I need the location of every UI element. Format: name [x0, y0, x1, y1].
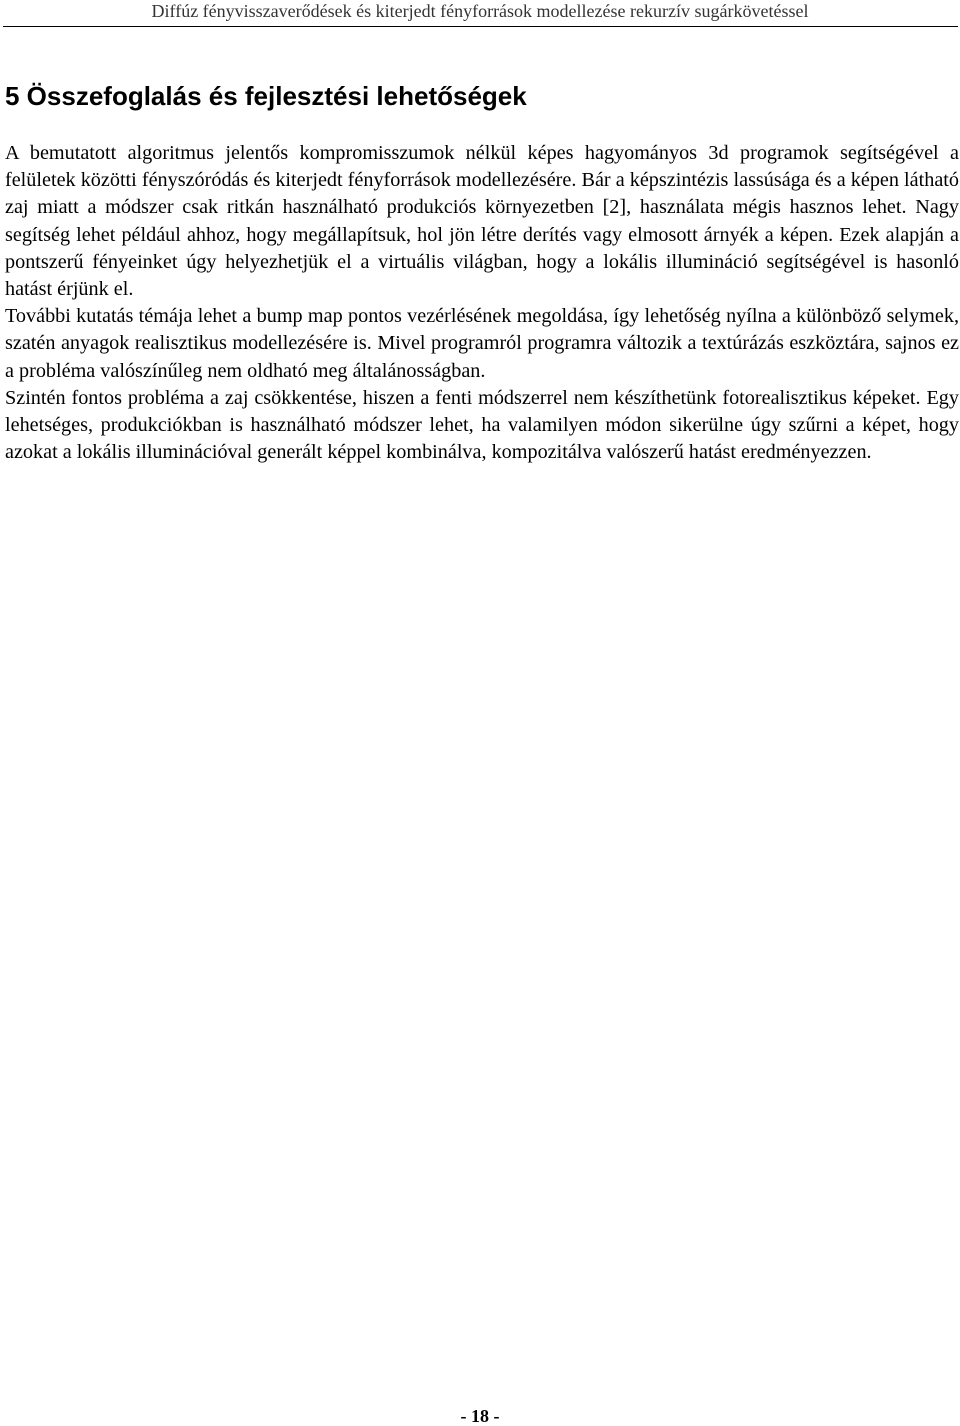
- paragraph-future-research: További kutatás témája lehet a bump map pontos vezérlésének megoldása, így lehetőség nyílna a különböző selymek, szatén anyagok realisztikus modellezésére is. Mivel programról programra változik a textúrázás eszköztára, sajnos ez a probléma valószínűleg nem oldható meg általánosságban.: [5, 305, 959, 382]
- running-header: Diffúz fényvisszaverődések és kiterjedt fényforrások modellezése rekurzív sugárkövetéssel: [151, 1, 809, 21]
- header-divider: [3, 26, 958, 27]
- paragraph-summary: A bemutatott algoritmus jelentős kompromisszumok nélkül képes hagyományos 3d programok segítségével a felületek közötti fényszóródás és kiterjedt fényforrások modellezésére. Bár a képszintézis lassúsága és a képen látható zaj miatt a módszer csak ritkán használható produkciós környezetben [2], használata mégis hasznos lehet. Nagy segítség lehet például ahhoz, hogy megállapítsuk, hol jön létre derítés vagy elmosott árnyék a képen. Ezek alapján a pontszerű fényeinket úgy helyezhetjük el a virtuális világban, hogy a lokális illumináció segítségével is hasonló hatást érjünk el.: [5, 142, 959, 301]
- body-text: [5, 140, 959, 466]
- section-title: 5 Összefoglalás és fejlesztési lehetőségek: [5, 81, 527, 111]
- paragraph-noise-reduction: Szintén fontos probléma a zaj csökkentése, hiszen a fenti módszerrel nem készíthetünk fotorealisztikus képeket. Egy lehetséges, produkciókban is használható módszer lehet, ha valamilyen módon sikerülne úgy szűrni a képet, hogy azokat a lokális illuminációval generált képpel kombinálva, kompozitálva valószerű hatást eredményezzen.: [5, 386, 959, 464]
- page-number: - 18 -: [460, 1406, 500, 1426]
